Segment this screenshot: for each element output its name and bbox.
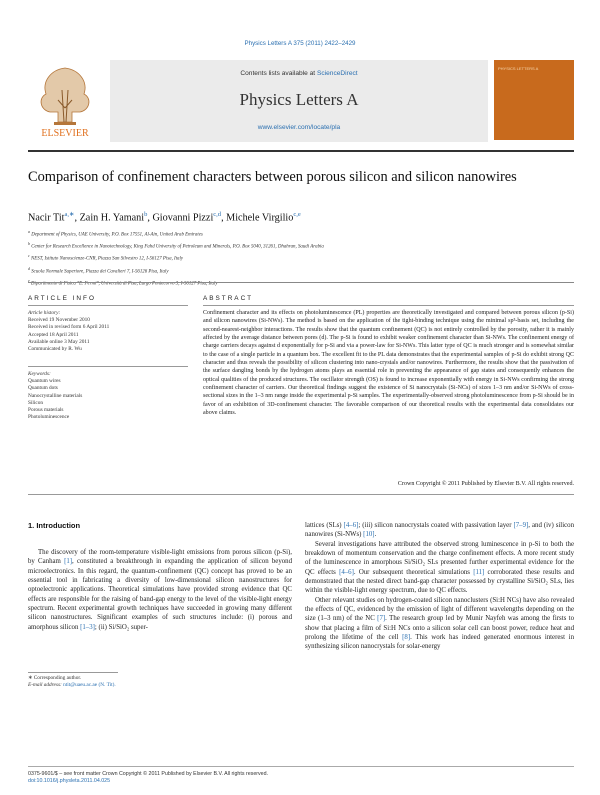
footnote (28, 675, 292, 689)
page-footer (28, 771, 574, 786)
keyword-list (28, 371, 188, 421)
citation-link[interactable]: [10] (363, 531, 375, 539)
footnote-divider (28, 672, 118, 673)
journal-name: Physics Letters A (239, 90, 359, 109)
history-item: Accepted 18 April 2011 (28, 331, 79, 338)
history-item: Received in revised form 6 April 2011 (28, 324, 110, 331)
front-matter-line: 0375-9601/$ – see front matter Crown Copyright © 2011 Published by Elsevier B.V. All rights reserved. (28, 771, 269, 777)
abstract-divider (203, 305, 574, 306)
citation-link[interactable]: [8] (402, 634, 411, 642)
citation-link[interactable]: [7–9] (513, 522, 529, 529)
email-note: E-mail address: ntit@uaeu.ac.ae (N. Tit). (28, 682, 116, 689)
author-affil-link[interactable]: c,d (213, 211, 222, 218)
keyword-item: Quantum dots (28, 385, 58, 392)
cover-title: PHYSICS LETTERS A (498, 66, 539, 71)
citation-link[interactable]: [1–3] (80, 623, 95, 631)
elsevier-logo (28, 60, 102, 142)
author-affil-link[interactable]: c,e (293, 211, 301, 218)
header-divider (28, 150, 574, 152)
history-item: Communicated by R. Wu (28, 346, 82, 353)
affiliation-item: $^d$ Scuola Normale Superiore, Piazza dei Cavalieri 7, I-56126 Pisa, Italy (28, 265, 169, 275)
history-item: Available online 3 May 2011 (28, 338, 90, 345)
abstract-copyright: Crown Copyright © 2011 Published by Elsevier B.V. All rights reserved. (397, 481, 574, 487)
journal-url[interactable]: www.elsevier.com/locate/pla (257, 124, 341, 131)
author-name: Nacir Tit (28, 212, 65, 224)
author-name: Michele Virgilio (226, 212, 294, 224)
affiliation-list (28, 228, 574, 289)
contents-line (110, 70, 488, 77)
citation-link[interactable]: [7] (377, 615, 386, 623)
journal-citation[interactable]: Physics Letters A 375 (2011) 2422–2429 (244, 40, 356, 47)
affiliation-item: $^e$ Dipartimento di Fisica "E. Fermi", Università di Pisa, Largo Pontecorvo 3, I-56127 Pisa, Italy (28, 277, 218, 287)
abstract-text: Confinement character and its effects on photoluminescence (PL) properties are theoretically investigated and compared between porous silicon (p-Si) and silicon nanowires (Si-NWs). The method is based on the application of the tight-binding technique using the minimal sp³-basis set, including the second-nearest-neighbor interactions. The results show that the quantum confinement (QC) is not entirely controlled by the porosity, rather it is mainly affected by the average distance between pores (d). The p-Si is found to exhibit weaker confinement character than Si-NWs. The confinement energy of charge carriers decays against d exponentially for p-Si and via a power-law for Si-NWs. This latter type of QC is much stronger and is somewhat similar to the case of a single particle in a quantum box. The excellent fit to the PL data demonstrates that the experimental samples of p-Si do exhibit strong QC character and thus reveals the possibility of silicon clustering into nano-crystals and/or nanowires. Furthermore, the results show that the passivation of the surface dangling bonds by the hydrogen atoms plays an essential role in preventing the appearance of gap states and consequently enhances the optical qualities of the produced structures. The oscillator strength (OS) is found to increase exponentially with energy in Si-NWs confirming the strong confinement character of carriers. Our theoretical findings suggest the existence of Si nanocrystals (Si-NCs) of sizes 1–3 nm and/or Si-NWs of cross-sectional sizes in the 1–3 nm range inside the experimental p-Si samples. The experimentally-observed strong photoluminescence from p-Si should be in favor of an exhibition of 3D-confinement character. The favorable comparison of our theoretical results with the experimental data consolidates our above claims. (203, 310, 574, 417)
body-paragraph: Several investigations have attributed the observed strong luminescence in p-Si to both the breakdown of momentum conservation and the charge confinement effects. A more recent study of the luminescence in amorphous Si/SiO₂ SLs presented further experimental evidence for the QC effects [4–6]. Our subsequent theoretical simulations [11] corroborated these results and demonstrated that the nested direct band-gap character possessed by crystalline Si/SiO₂ SLs, lies within the visible-light energy spectrum, due to QC effects. (305, 540, 574, 595)
body-column-left (28, 548, 292, 632)
author-name: Zain H. Yamani (79, 212, 145, 224)
body-paragraph: The discovery of the room-temperature visible-light emissions from porous silicon (p-Si), by Canham [1], constituted a breakthrough in expanding the application of silicon beyond microelectronics. In this regard, the quantum-confinement (QC) concept has proved to be an essential tool in fabricating a diversity of low-dimensional silicon nanostructures for optoelectronic applications. Theoretical simulations have provided strong evidence that QC effects are responsible for the raising of band-gap energy to the level of the visible-light energy spectrum. Recent experimental growth techniques have succeeded in growing many different silicon nanostructures. Significant examples of such structures include: (i) porous and amorphous silicon [1–3]; (ii) Si/SiO₂ super- (28, 549, 293, 631)
footer-divider (28, 766, 574, 767)
article-history (28, 310, 188, 353)
affiliation-item: $^a$ Department of Physics, UAE University, P.O. Box 17551, Al-Ain, United Arab Emirates (28, 229, 203, 238)
keywords-divider (28, 366, 188, 367)
contents-prefix: Contents lists available at (240, 70, 317, 77)
corresponding-author-note: ∗ Corresponding author. (28, 675, 82, 681)
abstract-heading: ABSTRACT (203, 295, 254, 302)
keyword-item: Quantum wires (28, 378, 61, 385)
body-paragraph: Other relevant studies on hydrogen-coated silicon nanoclusters (Si:H NCs) have also revealed the effects of QC, evidenced by the emission of light of different wavelengths depending on the size (1–3 nm) of the NC [7]. The research group led by Munir Nayfeh was among the firsts to show that placing a film of Si:H NCs onto a silicon solar cell can boost power, reduce heat and prolong the lifetime of the cell [8]. This work has indeed generated enormous interest in synthesizing silicon nanocrystals for solar-energy (305, 596, 574, 651)
citation-link[interactable]: [11] (473, 568, 485, 576)
citation-link[interactable]: [4–6] (339, 568, 354, 576)
citation-link[interactable]: [4–6] (343, 522, 359, 529)
history-item: Received 19 November 2010 (28, 317, 90, 324)
keyword-item: Porous materials (28, 407, 64, 414)
article-info-heading: ARTICLE INFO (28, 295, 96, 302)
article-info-divider (28, 305, 188, 306)
author-list: Nacir Tit$^{a,∗}$, Zain H. Yamani$^b$, Giovanni Pizzi$^{c,d}$, Michele Virgilio$^{c,e}$ (28, 211, 301, 224)
keyword-item: Silicon (28, 399, 44, 406)
keyword-item: Nanocrystalline materials (28, 392, 83, 399)
keyword-item: Photoluminescence (28, 414, 70, 421)
history-label: Article history: (28, 310, 61, 316)
email-link[interactable]: ntit@uaeu.ac.ae (N. Tit). (63, 682, 116, 689)
sciencedirect-link[interactable]: ScienceDirect (316, 70, 358, 77)
citation-link[interactable]: [1] (64, 558, 73, 566)
author-name: Giovanni Pizzi (152, 212, 214, 224)
affiliation-divider (28, 282, 574, 283)
article-title: Comparison of confinement characters between porous silicon and silicon nanowires (28, 169, 517, 185)
author-affil-link[interactable]: b (144, 211, 148, 218)
author-affil-link[interactable]: a,∗ (64, 211, 75, 218)
affiliation-item: $^c$ NEST, Istituto Nanoscienze-CNR, Piazza San Silvestro 12, I-56127 Pisa, Italy (28, 253, 184, 263)
abstract-bottom-divider (28, 494, 574, 495)
keywords-label: Keywords: (28, 371, 51, 377)
affiliation-item: $^b$ Center for Research Excellence in Nanotechnology, King Fahd University of Petroleum and Minerals, P.O. Box 5040, 31261, Dhahran, Saudi Arabia (28, 241, 324, 250)
section-heading-introduction: 1. Introduction (28, 521, 81, 530)
doi-link[interactable]: doi:10.1016/j.physleta.2011.04.025 (28, 778, 111, 785)
body-column-right (305, 521, 574, 652)
body-paragraph: lattices (SLs) [4–6]; (iii) silicon nanocrystals coated with passivation layer [7–9], and (iv) silicon nanowires (Si-NWs) [10]. (305, 522, 574, 539)
journal-cover-image (494, 60, 574, 140)
elsevier-wordmark: ELSEVIER (41, 128, 89, 139)
